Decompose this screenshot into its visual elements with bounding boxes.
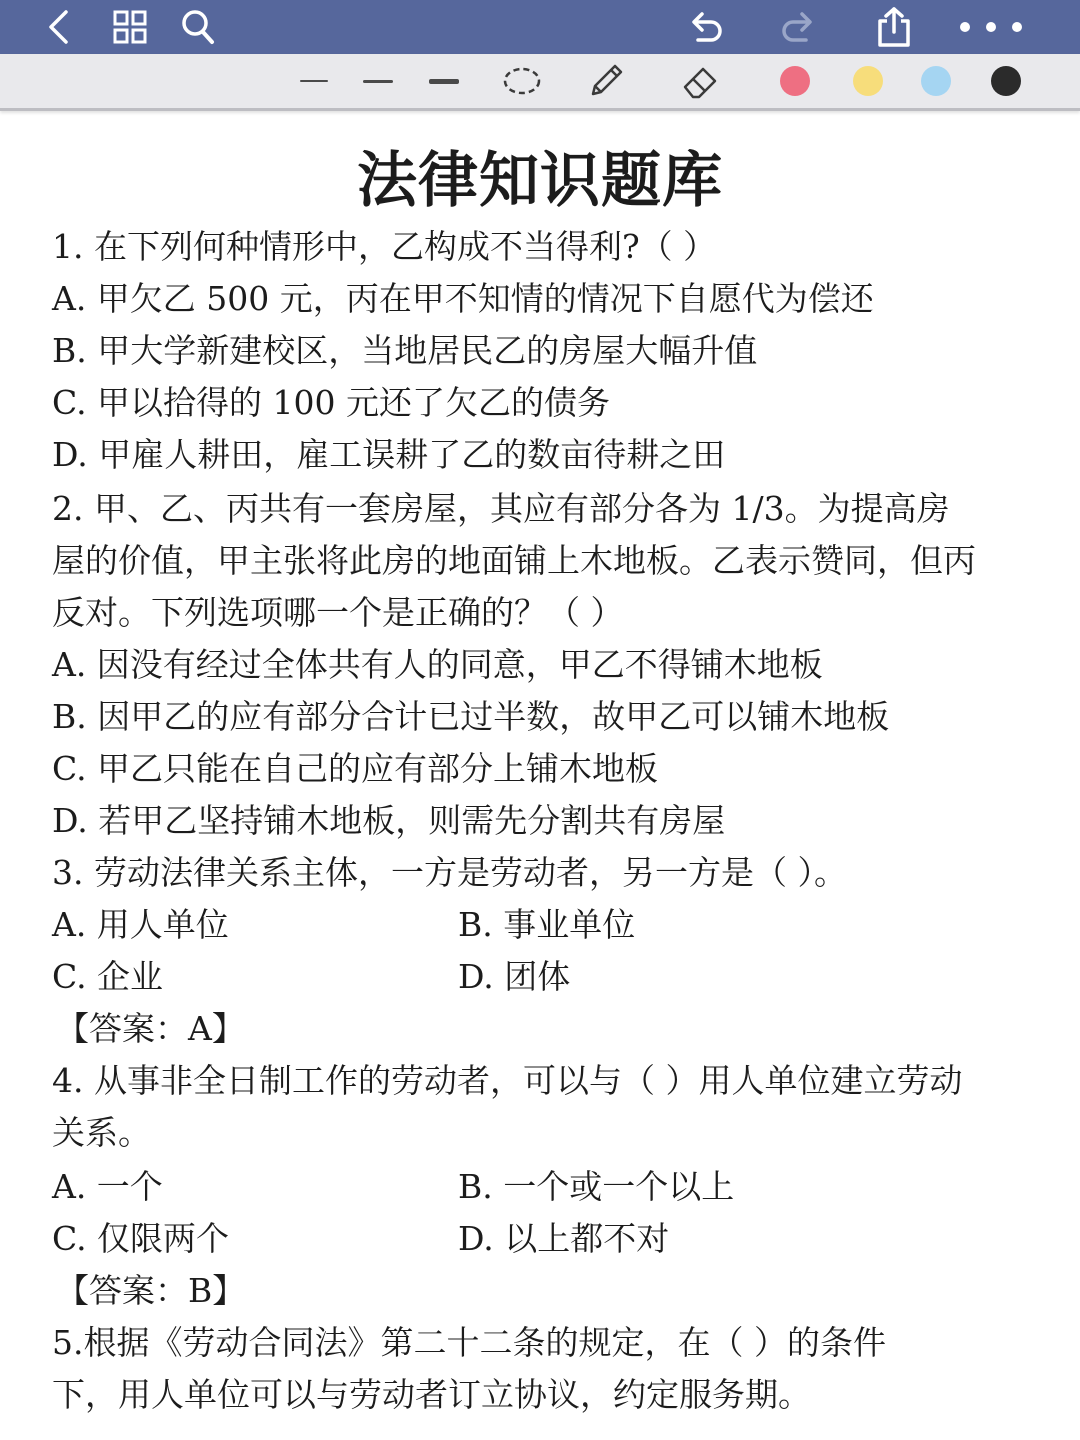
pen-toolbar — [0, 54, 1080, 111]
question-3-answer: 【答案：A】 — [56, 1009, 245, 1048]
question-2-text-line-1: 2. 甲、乙、丙共有一套房屋，其应有部分各为 1/3。为提高房 — [52, 489, 950, 528]
question-4-option-d: D. 以上都不对 — [458, 1219, 670, 1258]
thin-stroke-icon[interactable] — [296, 54, 332, 108]
question-3-option-c: C. 企业 — [52, 957, 164, 996]
thick-stroke-icon[interactable] — [426, 54, 462, 108]
yellow-color-swatch[interactable] — [852, 54, 884, 108]
question-1-option-d: D. 甲雇人耕田，雇工误耕了乙的数亩待耕之田 — [52, 435, 726, 474]
document-title: 法律知识题库 — [357, 146, 723, 216]
question-2-option-d: D. 若甲乙坚持铺木地板，则需先分割共有房屋 — [52, 801, 726, 840]
question-2-text-line-3: 反对。下列选项哪一个是正确的？（ ） — [52, 593, 624, 632]
question-2-option-c: C. 甲乙只能在自己的应有部分上铺木地板 — [52, 749, 659, 788]
question-4-answer: 【答案：B】 — [56, 1271, 246, 1310]
more-icon[interactable] — [956, 0, 1026, 54]
pencil-icon[interactable] — [584, 54, 628, 108]
question-4-options-row-1 — [52, 1161, 1032, 1213]
question-2-text-line-2: 屋的价值，甲主张将此房的地面铺上木地板。乙表示赞同，但丙 — [52, 541, 976, 580]
pink-color-swatch[interactable] — [779, 54, 811, 108]
search-icon[interactable] — [168, 0, 228, 54]
question-5-text-line-1: 5.根据《劳动合同法》第二十二条的规定，在（ ）的条件 — [52, 1323, 886, 1362]
back-icon[interactable] — [28, 0, 88, 54]
question-3-option-b: B. 事业单位 — [458, 905, 636, 944]
medium-stroke-icon[interactable] — [360, 54, 396, 108]
question-3-text: 3. 劳动法律关系主体，一方是劳动者，另一方是（ ）。 — [52, 853, 847, 892]
question-4-option-a: A. 一个 — [52, 1167, 163, 1206]
question-1-option-b: B. 甲大学新建校区，当地居民乙的房屋大幅升值 — [52, 331, 758, 370]
question-2-option-a: A. 因没有经过全体共有人的同意，甲乙不得铺木地板 — [52, 645, 823, 684]
question-5-text-line-2: 下，用人单位可以与劳动者订立协议，约定服务期。 — [52, 1375, 811, 1414]
question-4-text-line-1: 4. 从事非全日制工作的劳动者，可以与（ ）用人单位建立劳动 — [52, 1061, 963, 1100]
question-3-option-a: A. 用人单位 — [52, 905, 229, 944]
top-navigation-bar — [0, 0, 1080, 54]
question-4-options-row-2 — [52, 1213, 1032, 1265]
question-1-text: 1. 在下列何种情形中，乙构成不当得利?（ ） — [52, 227, 717, 266]
grid-icon[interactable] — [100, 0, 160, 54]
question-4-text-line-2: 关系。 — [52, 1113, 151, 1152]
eraser-icon[interactable] — [678, 54, 724, 108]
question-1-option-a: A. 甲欠乙 500 元，丙在甲不知情的情况下自愿代为偿还 — [52, 279, 874, 318]
question-3-option-d: D. 团体 — [458, 957, 571, 996]
light-blue-color-swatch[interactable] — [920, 54, 952, 108]
redo-icon[interactable] — [768, 0, 828, 54]
question-1-option-c: C. 甲以拾得的 100 元还了欠乙的债务 — [52, 383, 611, 422]
question-4-option-b: B. 一个或一个以上 — [458, 1167, 735, 1206]
question-3-options-row-1 — [52, 899, 1032, 951]
question-3-options-row-2 — [52, 951, 1032, 1003]
share-icon[interactable] — [864, 0, 924, 54]
undo-icon[interactable] — [676, 0, 736, 54]
question-4-option-c: C. 仅限两个 — [52, 1219, 230, 1258]
black-color-swatch[interactable] — [990, 54, 1022, 108]
question-2-option-b: B. 因甲乙的应有部分合计已过半数，故甲乙可以铺木地板 — [52, 697, 890, 736]
lasso-icon[interactable] — [500, 54, 544, 108]
